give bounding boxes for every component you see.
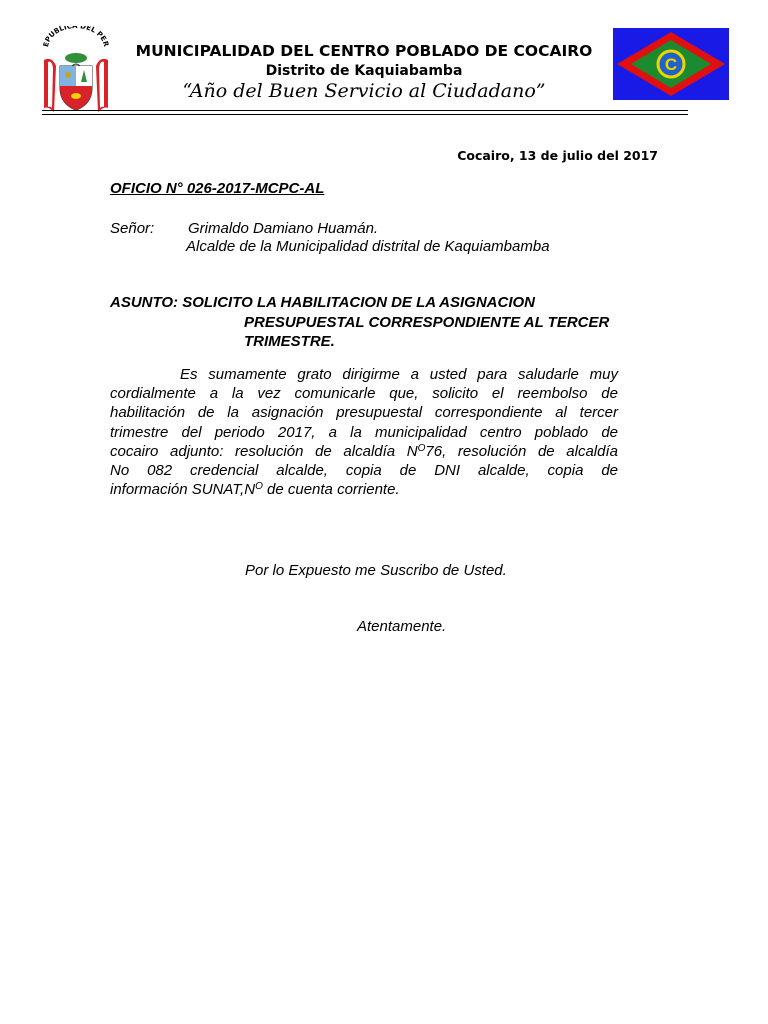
header-divider-thin	[42, 114, 688, 115]
body-line: información $SUNAT,N^O$ de cuenta corriente.	[110, 481, 400, 499]
closing-line: Por lo Expuesto me Suscribo de Usted.	[245, 562, 507, 579]
body-line: trimestre del periodo 2017, a la municipalidad centro poblado de	[110, 423, 618, 441]
year-motto: “Año del Buen Servicio al Ciudadano”	[182, 80, 546, 102]
date-line: Cocairo, 13 de julio del 2017	[457, 148, 658, 163]
seal-text: EPUBLICA DEL PER	[41, 26, 111, 48]
peru-coat-of-arms-logo	[38, 26, 114, 118]
cocairo-flag-logo	[613, 28, 729, 100]
body-line: cordialmente a la vez comunicarle que, solicito el reembolso de	[110, 385, 618, 403]
addressee-label: Señor:	[110, 220, 155, 237]
body-line: Es sumamente grato dirigirme a usted para saludarle muy	[180, 366, 618, 383]
document-reference: OFICIO N° 026-2017-MCPC-AL	[110, 180, 325, 197]
subject-line-2: PRESUPUESTAL CORRESPONDIENTE AL TERCER	[244, 314, 610, 331]
subject-line-1: ASUNTO: SOLICITO LA HABILITACION DE LA ASIGNACION	[110, 294, 535, 311]
district-name: Distrito de Kaquiabamba	[265, 63, 463, 79]
header-divider	[42, 110, 688, 111]
subject-line-3: TRIMESTRE.	[244, 333, 335, 350]
body-line: cocairo adjunto: resolución de alcaldía $N^O76$, resolución de alcaldía	[110, 442, 618, 460]
flag-letter: C	[664, 55, 678, 74]
regards-line: Atentamente.	[357, 618, 447, 635]
institution-name: MUNICIPALIDAD DEL CENTRO POBLADO DE COCAIRO	[135, 42, 593, 60]
body-line: No 082 credencial alcalde, copia de DNI alcalde, copia de	[110, 462, 618, 480]
svg-text:REPUBLICA DEL PERU	[38, 26, 110, 48]
body-paragraph	[110, 365, 618, 499]
addressee-title: Alcalde de la Municipalidad distrital de Kaquiambamba	[186, 238, 550, 255]
addressee-name: Grimaldo Damiano Huamán.	[188, 220, 379, 237]
body-line: habilitación de la asignación presupuestal correspondiente al tercer	[110, 404, 618, 422]
